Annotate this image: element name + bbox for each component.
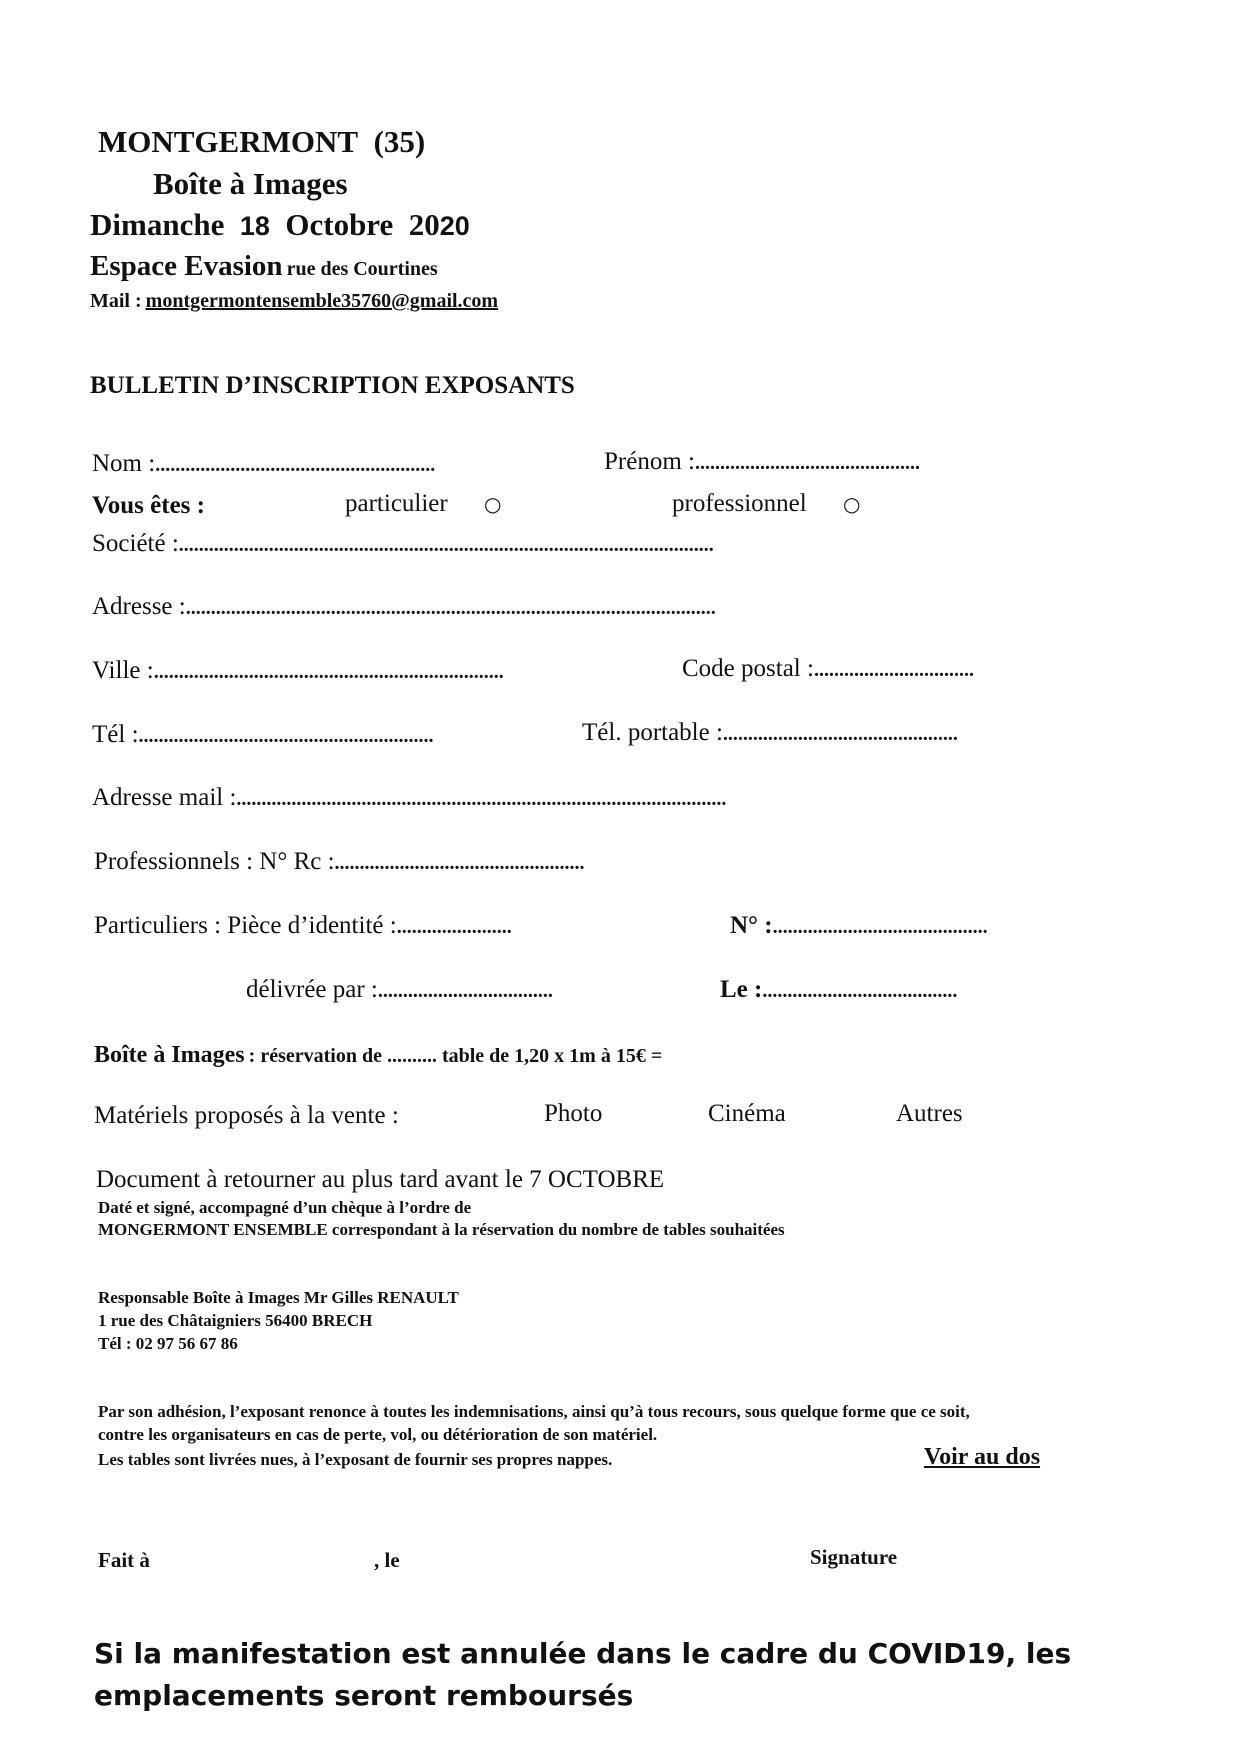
societe-dots: ...........................................................................................................	[178, 534, 714, 556]
nom-field[interactable]	[92, 450, 435, 478]
delivree-dots: ...................................	[377, 980, 553, 1002]
le-label: Le :	[720, 976, 763, 1003]
professionnel-label: professionnel	[672, 490, 807, 517]
ville-label: Ville :	[92, 657, 154, 684]
reservation-text: : réservation de .......... table de 1,20 x 1m à 15€ =	[248, 1045, 663, 1067]
tel-portable-dots: ...............................................	[722, 723, 958, 745]
prenom-dots: .............................................	[694, 452, 920, 474]
ville-field[interactable]	[92, 657, 504, 685]
adresse-mail-field[interactable]	[92, 784, 726, 812]
disclaimer-line3: Les tables sont livrées nues, à l’exposant de fournir ses propres nappes.	[98, 1450, 613, 1469]
particulier-label: particulier	[345, 490, 448, 517]
prenom-field[interactable]	[604, 448, 920, 476]
numero-field[interactable]	[730, 912, 988, 940]
particuliers-dots: .......................	[396, 916, 512, 938]
code-postal-field[interactable]	[682, 655, 974, 683]
mail-link[interactable]: montgermontensemble35760@gmail.com	[145, 290, 499, 312]
venue-name: Espace Evasion	[90, 250, 283, 282]
tel-label: Tél :	[92, 721, 139, 748]
prenom-label: Prénom :	[604, 448, 695, 475]
tel-portable-label: Tél. portable :	[582, 719, 723, 746]
instructions-line2: Daté et signé, accompagné d’un chèque à l’ordre de	[98, 1198, 472, 1217]
autres-option[interactable]: Autres	[896, 1100, 963, 1127]
date-le-label: , le	[374, 1548, 400, 1572]
societe-label: Société :	[92, 530, 179, 557]
event-name: Boîte à Images	[153, 166, 348, 201]
numero-dots: ...........................................	[772, 916, 988, 938]
instructions-line3: MONGERMONT ENSEMBLE correspondant à la réservation du nombre de tables souhaitées	[98, 1220, 785, 1239]
covid-notice-line1: Si la manifestation est annulée dans le cadre du COVID19, les	[94, 1637, 1072, 1670]
particuliers-label: Particuliers : Pièce d’identité :	[94, 912, 397, 939]
tel-field[interactable]	[92, 721, 434, 749]
town-title	[98, 124, 425, 160]
date-day: Dimanche	[90, 207, 225, 242]
le-field[interactable]	[720, 976, 957, 1004]
professionnel-radio-icon[interactable]: ○	[842, 492, 861, 516]
date-number: 18	[239, 211, 270, 241]
piece-identite-field[interactable]	[94, 912, 512, 940]
adresse-field[interactable]	[92, 593, 716, 621]
code-postal-dots: ................................	[813, 659, 974, 681]
return-deadline: Document à retourner au plus tard avant le 7 OCTOBRE	[96, 1166, 665, 1193]
fait-a-label: Fait à	[98, 1548, 150, 1572]
date-month: Octobre	[285, 207, 394, 242]
ville-dots: ......................................................................	[153, 661, 504, 683]
adresse-dots: ..........................................................................................................	[185, 597, 716, 619]
adresse-mail-dots: ..................................................................................................	[236, 788, 727, 810]
nom-label: Nom :	[92, 450, 156, 477]
adresse-mail-label: Adresse mail :	[92, 784, 237, 811]
code-postal-label: Code postal :	[682, 655, 814, 682]
nom-dots: ........................................................	[155, 454, 436, 476]
event-date	[90, 207, 470, 243]
le-dots: .......................................	[762, 980, 958, 1002]
date-year-part2: 20	[439, 211, 470, 241]
cinema-option[interactable]: Cinéma	[708, 1100, 786, 1127]
mail-line	[90, 290, 498, 313]
reservation-line	[94, 1042, 662, 1069]
contact-line3: Tél : 02 97 56 67 86	[98, 1334, 238, 1353]
department-code: (35)	[373, 124, 426, 159]
venue-line	[90, 250, 438, 283]
tel-portable-field[interactable]	[582, 719, 958, 747]
disclaimer-line2: contre les organisateurs en cas de perte, vol, ou détérioration de son matériel.	[98, 1425, 658, 1444]
delivree-label: délivrée par :	[246, 976, 378, 1003]
venue-street: rue des Courtines	[286, 258, 438, 280]
disclaimer-line1: Par son adhésion, l’exposant renonce à toutes les indemnisations, ainsi qu’à tous recours, sous quelque forme que ce soit,	[98, 1402, 970, 1421]
covid-notice-line2: emplacements seront remboursés	[94, 1679, 634, 1712]
mail-label: Mail :	[90, 290, 142, 312]
professionnels-label: Professionnels : N° Rc :	[94, 848, 335, 875]
signature-label: Signature	[810, 1545, 898, 1569]
adresse-label: Adresse :	[92, 593, 186, 620]
societe-field[interactable]	[92, 530, 714, 558]
particulier-option[interactable]	[345, 490, 501, 518]
professionnel-option[interactable]	[672, 490, 860, 518]
contact-line2: 1 rue des Châtaigniers 56400 BRECH	[98, 1311, 373, 1330]
form-title: BULLETIN D’INSCRIPTION EXPOSANTS	[90, 372, 575, 399]
materiels-label: Matériels proposés à la vente :	[94, 1102, 399, 1129]
delivree-par-field[interactable]	[246, 976, 553, 1004]
professionnels-rc-field[interactable]	[94, 848, 585, 876]
vous-etes-label: Vous êtes :	[92, 492, 205, 519]
date-year-part1: 20	[408, 207, 440, 242]
tel-dots: ...........................................................	[138, 725, 434, 747]
town-name: MONTGERMONT	[98, 124, 359, 159]
voir-au-dos-link[interactable]: Voir au dos	[924, 1444, 1041, 1470]
particulier-radio-icon[interactable]: ○	[483, 492, 502, 516]
contact-line1: Responsable Boîte à Images Mr Gilles RENAULT	[98, 1288, 459, 1307]
boite-label: Boîte à Images	[94, 1042, 245, 1068]
numero-label: N° :	[730, 912, 773, 939]
professionnels-dots: ..................................................	[334, 852, 585, 874]
photo-option[interactable]: Photo	[544, 1100, 603, 1127]
